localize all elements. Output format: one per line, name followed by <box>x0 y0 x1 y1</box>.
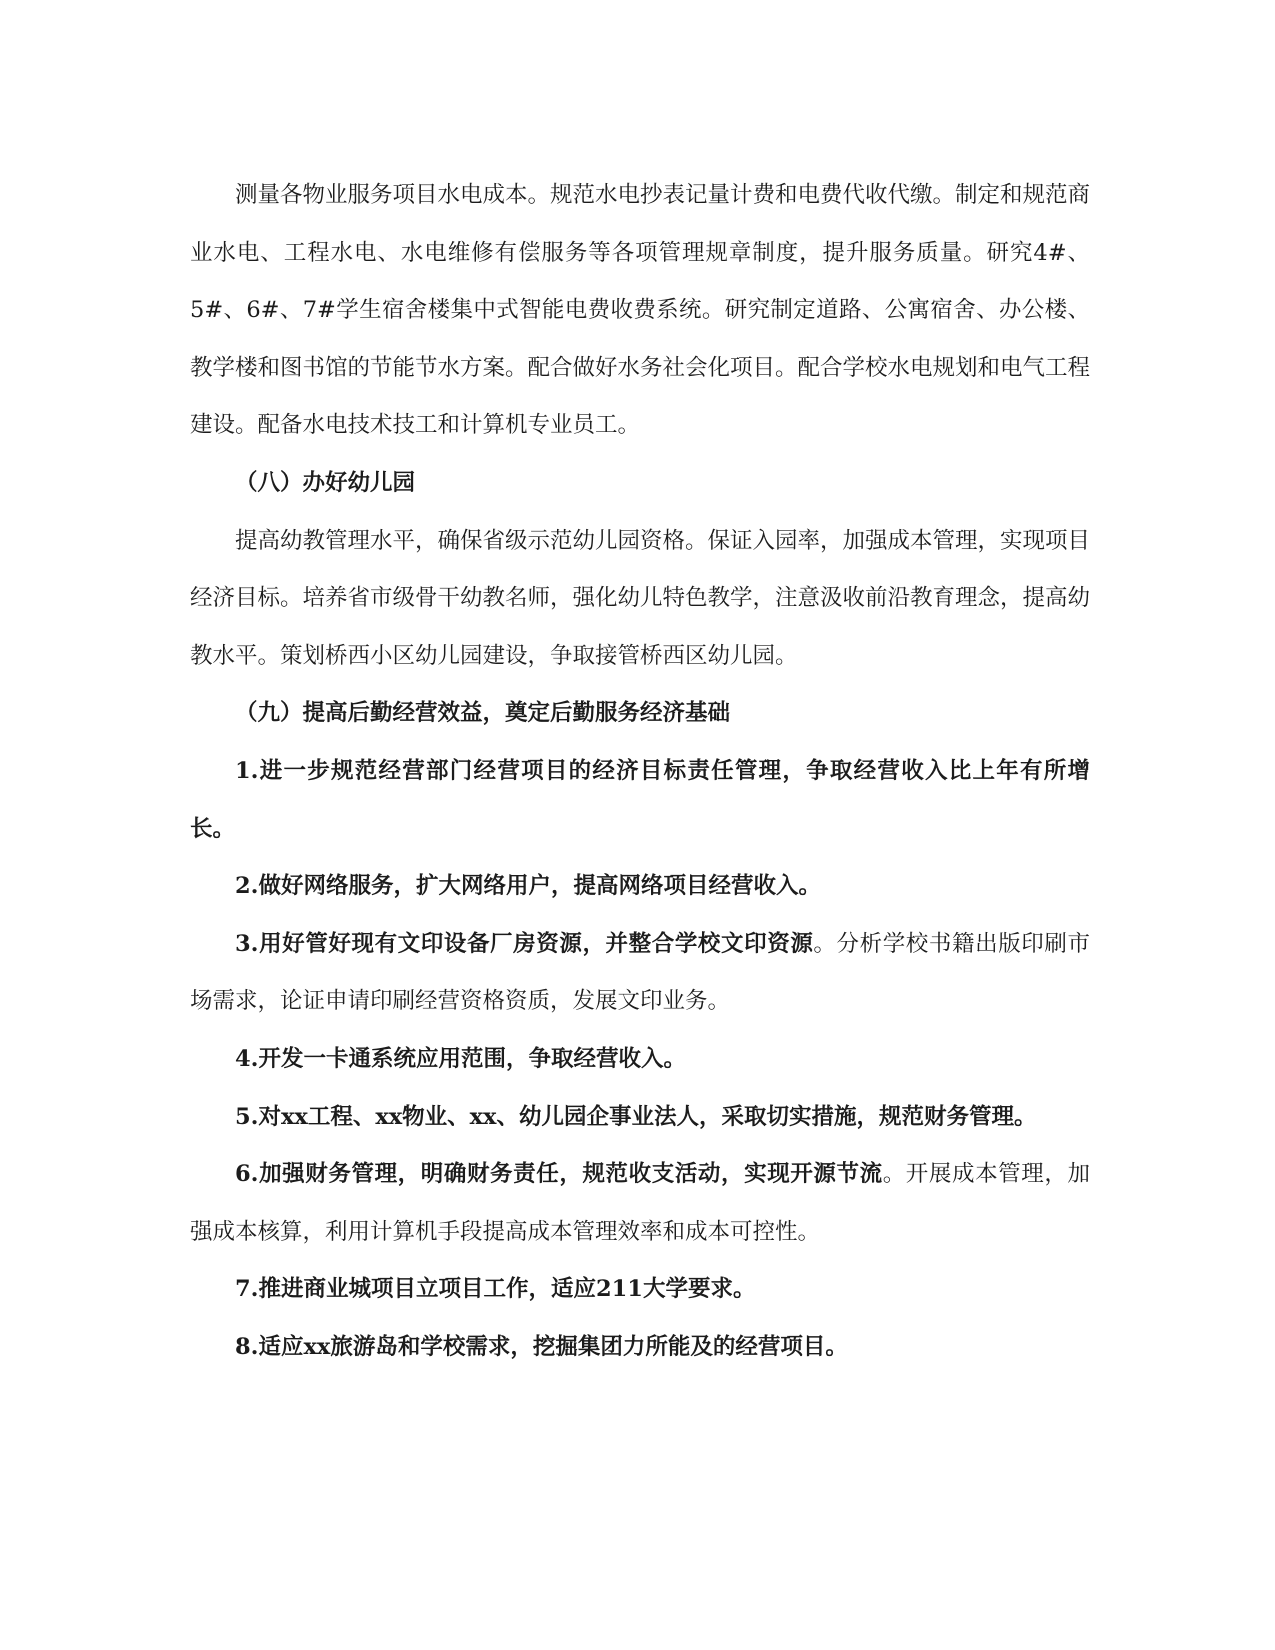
list-item-3 <box>190 916 1090 1031</box>
list-item-3-plain: 。分析学校书籍出版印刷市场需求，论证申请印刷经营资格资质，发展文印业务。 <box>190 930 1090 1015</box>
list-item-3-bold: 3.用好管好现有文印设备厂房资源，并整合学校文印资源 <box>235 930 814 957</box>
paragraph-water-electricity: 测量各物业服务项目水电成本。规范水电抄表记量计费和电费代收代缴。制定和规范商业水电、工程水电、水电维修有偿服务等各项管理规章制度，提升服务质量。研究4#、5#、6#、7#学生宿舍楼集中式智能电费收费系统。研究制定道路、公寓宿舍、办公楼、教学楼和图书馆的节能节水方案。配合做好水务社会化项目。配合学校水电规划和电气工程建设。配备水电技术技工和计算机专业员工。 <box>190 182 1091 439</box>
section-heading-kindergarten: （八）办好幼儿园 <box>235 469 416 496</box>
list-item-7: 7.推进商业城项目立项目工作，适应211大学要求。 <box>235 1276 756 1303</box>
list-item-4: 4.开发一卡通系统应用范围，争取经营收入。 <box>235 1045 686 1072</box>
document-body <box>190 167 1090 1376</box>
list-item-6 <box>190 1146 1090 1261</box>
list-item-5: 5.对xx工程、xx物业、xx、幼儿园企事业法人，采取切实措施，规范财务管理。 <box>235 1103 1037 1130</box>
list-item-8: 8.适应xx旅游岛和学校需求，挖掘集团力所能及的经营项目。 <box>235 1333 848 1360</box>
list-item-6-plain: 。开展成本管理，加强成本核算，利用计算机手段提高成本管理效率和成本可控性。 <box>190 1161 1090 1245</box>
list-item-6-bold: 6.加强财务管理，明确财务责任，规范收支活动，实现开源节流 <box>235 1161 883 1188</box>
list-item-1: 1.进一步规范经营部门经营项目的经济目标责任管理，争取经营收入比上年有所增长。 <box>190 757 1090 842</box>
list-item-2: 2.做好网络服务，扩大网络用户，提高网络项目经营收入。 <box>235 873 821 900</box>
paragraph-kindergarten: 提高幼教管理水平，确保省级示范幼儿园资格。保证入园率，加强成本管理，实现项目经济目标。培养省市级骨干幼教名师，强化幼儿特色教学，注意汲收前沿教育理念，提高幼教水平。策划桥西小区幼儿园建设，争取接管桥西区幼儿园。 <box>190 527 1091 669</box>
section-heading-operating-efficiency: （九）提高后勤经营效益，奠定后勤服务经济基础 <box>235 700 731 727</box>
